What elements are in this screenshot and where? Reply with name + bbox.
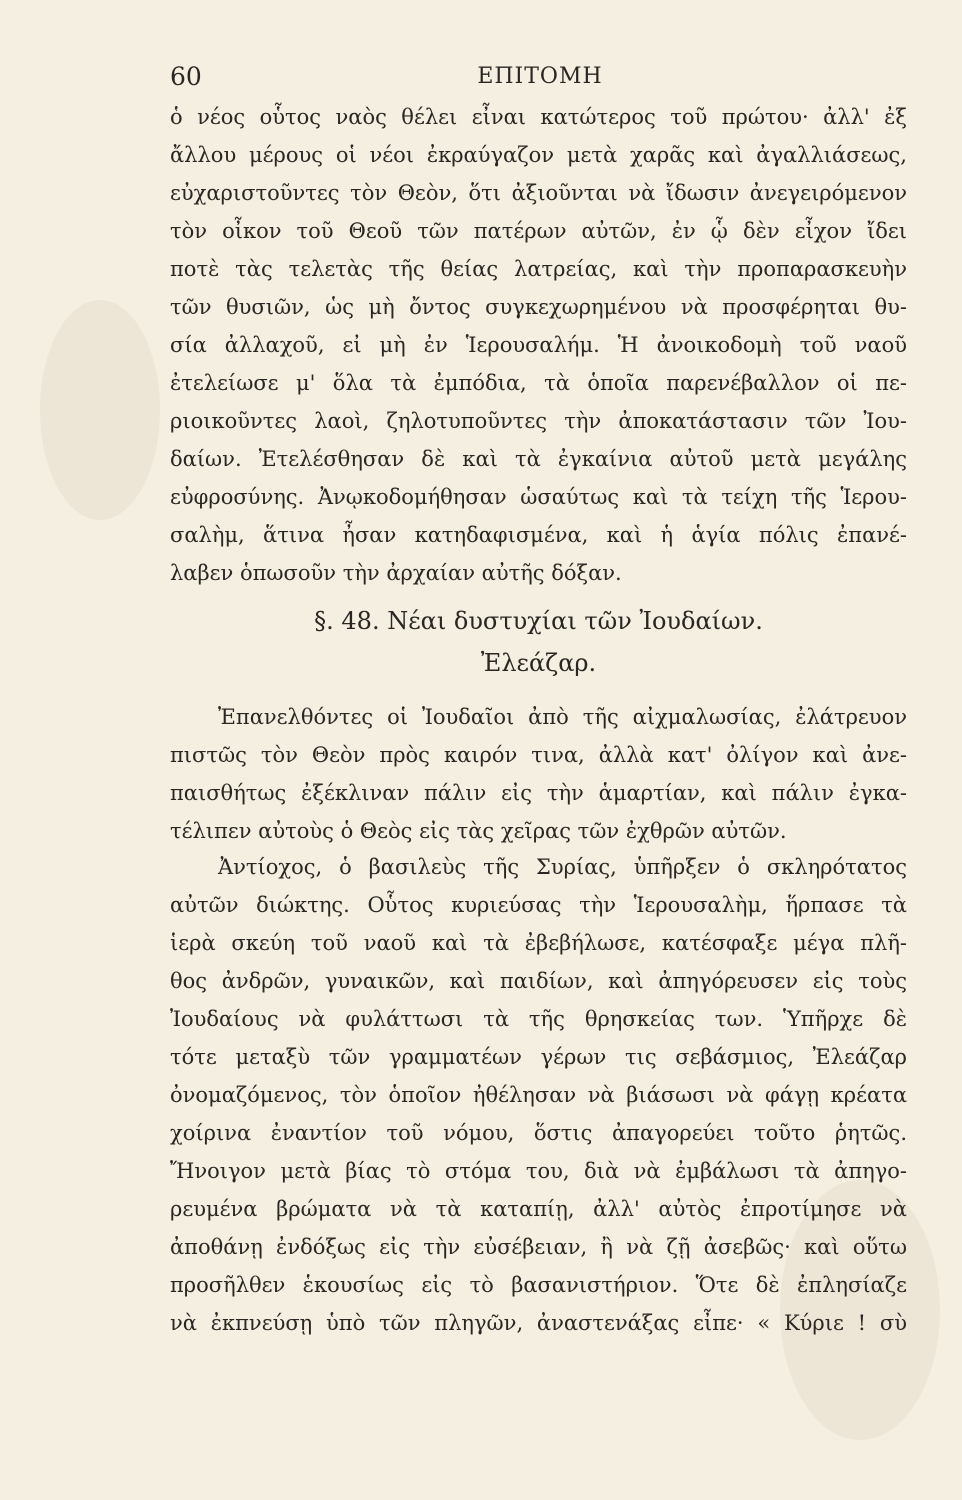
text-line: τότε μεταξὺ τῶν γραμματέων γέρων τις σεβάσμιος, Ἐλεάζαρ [170, 1045, 907, 1069]
text-line: τῶν θυσιῶν, ὡς μὴ ὄντος συγκεχωρημένου νὰ προσφέρηται θυ- [170, 295, 907, 319]
paragraph [170, 848, 907, 1342]
text-line: θος ἀνδρῶν, γυναικῶν, καὶ παιδίων, καὶ ἀπηγόρευσεν εἰς τοὺς [170, 969, 907, 993]
text-line: λαβεν ὁπωσοῦν τὴν ἀρχαίαν αὐτῆς δόξαν. [170, 561, 622, 585]
text-line: νὰ ἐκπνεύσῃ ὑπὸ τῶν πληγῶν, ἀναστενάξας εἶπε· « Κύριε ! σὺ [170, 1311, 907, 1335]
text-line: ριοικοῦντες λαοὶ, ζηλοτυποῦντες τὴν ἀποκατάστασιν τῶν Ἰου- [170, 409, 907, 433]
running-title: ΕΠΙΤΟΜΗ [477, 64, 603, 89]
text-line: ἀποθάνῃ ἐνδόξως εἰς τὴν εὐσέβειαν, ἢ νὰ ζῇ ἀσεβῶς· καὶ οὕτω [170, 1235, 907, 1259]
text-line: αὐτῶν διώκτης. Οὗτος κυριεύσας τὴν Ἱερουσαλὴμ, ἥρπασε τὰ [170, 893, 907, 917]
text-line: ποτὲ τὰς τελετὰς τῆς θείας λατρείας, καὶ τὴν προπαρασκευὴν [170, 257, 907, 281]
text-line: εὐχαριστοῦντες τὸν Θεὸν, ὅτι ἀξιοῦνται νὰ ἴδωσιν ἀνεγειρόμενον [170, 181, 907, 205]
text-line: ρευμένα βρώματα νὰ τὰ καταπίῃ, ἀλλ' αὐτὸς ἐπροτίμησε νὰ [170, 1197, 907, 1221]
text-line: χοίρινα ἐναντίον τοῦ νόμου, ὅστις ἀπαγορεύει τοῦτο ῥητῶς. [170, 1121, 907, 1145]
text-line: πιστῶς τὸν Θεὸν πρὸς καιρόν τινα, ἀλλὰ κατ' ὀλίγον καὶ ἀνε- [170, 743, 907, 767]
text-line: Ἐπανελθόντες οἱ Ἰουδαῖοι ἀπὸ τῆς αἰχμαλωσίας, ἐλάτρευον [218, 705, 907, 729]
text-line: τὸν οἶκον τοῦ Θεοῦ τῶν πατέρων αὐτῶν, ἐν ᾧ δὲν εἶχον ἴδει [170, 219, 907, 243]
text-line: προσῆλθεν ἑκουσίως εἰς τὸ βασανιστήριον. Ὅτε δὲ ἐπλησίαζε [170, 1273, 907, 1297]
text-line: σία ἀλλαχοῦ, εἰ μὴ ἐν Ἱερουσαλήμ. Ἡ ἀνοικοδομὴ τοῦ ναοῦ [170, 333, 907, 357]
text-line: παισθήτως ἐξέκλιναν πάλιν εἰς τὴν ἁμαρτίαν, καὶ πάλιν ἐγκα- [170, 781, 907, 805]
text-line: ἱερὰ σκεύη τοῦ ναοῦ καὶ τὰ ἐβεβήλωσε, κατέσφαξε μέγα πλῆ- [170, 931, 907, 955]
text-line: ὁ νέος οὗτος ναὸς θέλει εἶναι κατώτερος τοῦ πρώτου· ἀλλ' ἐξ [170, 105, 907, 129]
text-line: εὐφροσύνης. Ἀνῳκοδομήθησαν ὡσαύτως καὶ τὰ τείχη τῆς Ἱερου- [170, 485, 907, 509]
section-subtitle: Ἐλεάζαρ. [480, 649, 597, 677]
paper-stain [40, 300, 160, 520]
text-line: Ἀντίοχος, ὁ βασιλεὺς τῆς Συρίας, ὑπῆρξεν ὁ σκληρότατος [218, 855, 907, 879]
text-line: τέλιπεν αὐτοὺς ὁ Θεὸς εἰς τὰς χεῖρας τῶν ἐχθρῶν αὐτῶν. [170, 819, 787, 843]
text-line: σαλὴμ, ἅτινα ἦσαν κατηδαφισμένα, καὶ ἡ ἁγία πόλις ἐπανέ- [170, 523, 907, 547]
paragraph [170, 698, 907, 850]
page-number: 60 [170, 62, 202, 91]
paragraph-continued [170, 98, 907, 592]
text-line: ὀνομαζόμενος, τὸν ὁποῖον ἠθέλησαν νὰ βιάσωσι νὰ φάγῃ κρέατα [170, 1083, 907, 1107]
section-title: §. 48. Νέαι δυστυχίαι τῶν Ἰουδαίων. [314, 607, 763, 635]
section-heading [170, 600, 907, 684]
page-header [170, 62, 910, 102]
text-line: Ἰουδαίους νὰ φυλάττωσι τὰ τῆς θρησκείας των. Ὑπῆρχε δὲ [170, 1007, 907, 1031]
text-line: ἄλλου μέρους οἱ νέοι ἐκραύγαζον μετὰ χαρᾶς καὶ ἀγαλλιάσεως, [170, 143, 907, 167]
text-line: Ἤνοιγον μετὰ βίας τὸ στόμα του, διὰ νὰ ἐμβάλωσι τὰ ἀπηγο- [170, 1159, 907, 1183]
text-line: ἐτελείωσε μ' ὅλα τὰ ἐμπόδια, τὰ ὁποῖα παρενέβαλλον οἱ πε- [170, 371, 907, 395]
text-line: δαίων. Ἐτελέσθησαν δὲ καὶ τὰ ἐγκαίνια αὐτοῦ μετὰ μεγάλης [170, 447, 907, 471]
